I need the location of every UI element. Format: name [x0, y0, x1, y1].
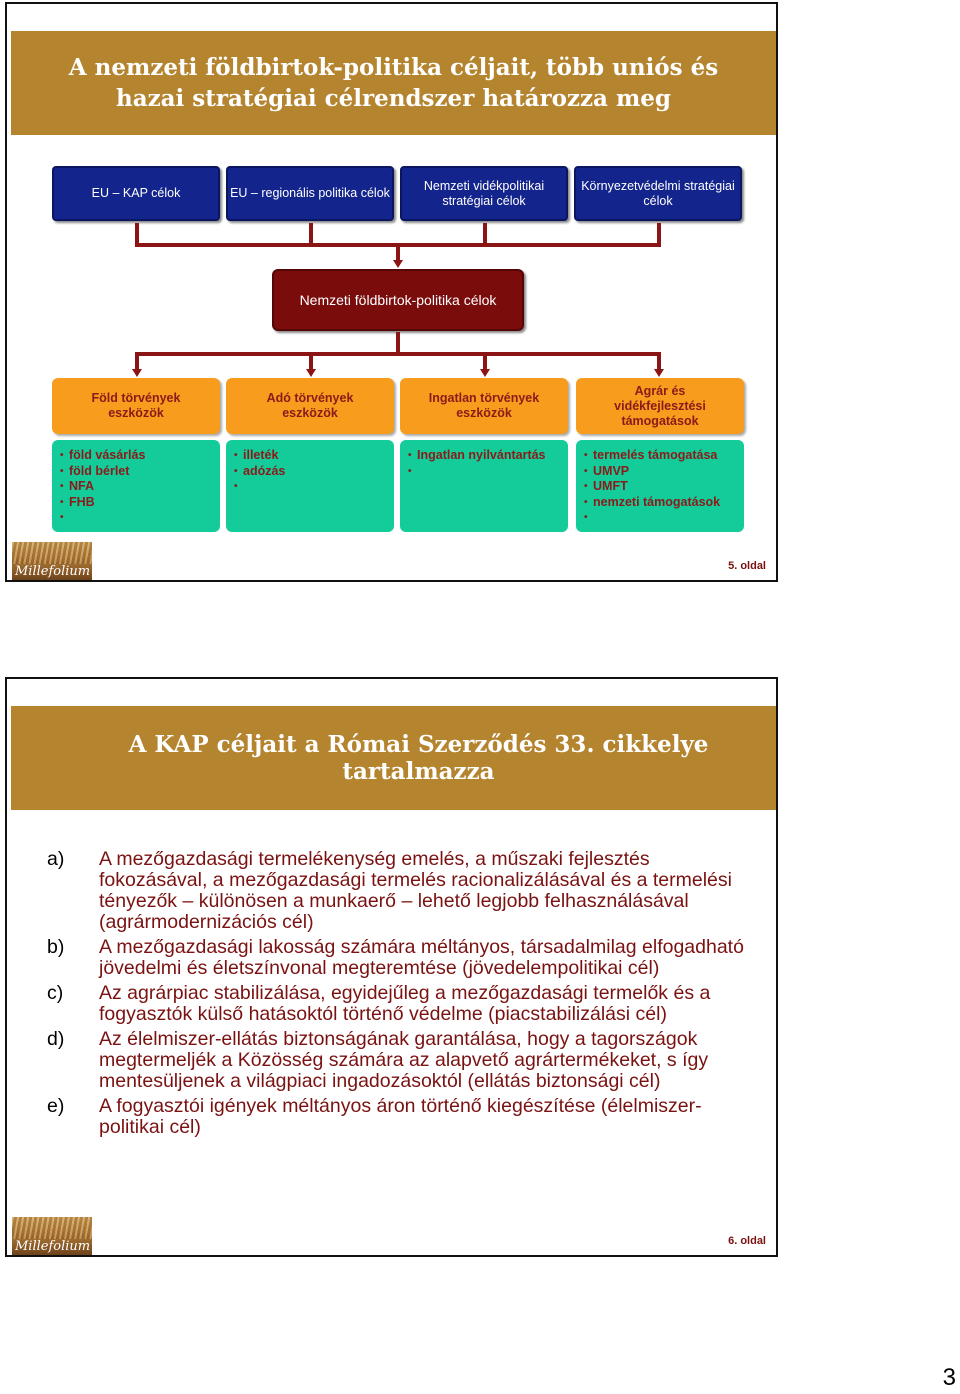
- list-item: • adózás: [234, 464, 285, 480]
- national-rural-box: Nemzeti vidékpolitikai stratégiai célok: [400, 166, 568, 221]
- connector-line: [483, 223, 487, 245]
- list-item: e) A fogyasztói igények méltányos áron történő kiegészítése (élelmiszer-politikai cél): [47, 1095, 702, 1138]
- arrow-down-icon: [654, 369, 664, 377]
- connector-line: [135, 352, 661, 356]
- arrow-down-icon: [306, 369, 316, 377]
- list-item: • illeték: [234, 448, 285, 464]
- connector-line: [309, 223, 313, 245]
- goals-list: [47, 849, 747, 1142]
- tax-laws-box: Adó törvények eszközök: [226, 378, 394, 434]
- list-item: • FHB: [60, 495, 145, 511]
- environment-box: Környezetvédelmi stratégiai célok: [574, 166, 742, 221]
- list-item: b) A mezőgazdasági lakosság számára méltányos, társadalmilag elfogadható jövedelmi és életszínvonal megteremtése (jövedelempolitikai cél): [47, 936, 744, 979]
- connector-line: [657, 354, 661, 370]
- connector-line: [309, 354, 313, 370]
- national-land-policy-box: Nemzeti földbirtok-politika célok: [272, 269, 524, 331]
- connector-line: [135, 223, 139, 245]
- list-item: • föld bérlet: [60, 464, 145, 480]
- slide-title: A KAP céljait a Római Szerződés 33. cikkelye tartalmazza: [11, 706, 776, 810]
- connector-line: [396, 332, 400, 354]
- eu-regional-box: EU – regionális politika célok: [226, 166, 394, 221]
- land-details-box: [52, 440, 220, 532]
- millefolium-logo: Millefolium: [12, 542, 92, 580]
- slide-5: [5, 2, 778, 582]
- list-item: • Ingatlan nyilvántartás: [408, 448, 546, 464]
- arrow-down-icon: [393, 260, 403, 268]
- list-item: • UMFT: [584, 479, 720, 495]
- property-laws-box: Ingatlan törvények eszközök: [400, 378, 568, 434]
- land-laws-box: Föld törvények eszközök: [52, 378, 220, 434]
- list-item: • föld vásárlás: [60, 448, 145, 464]
- list-item: • nemzeti támogatások: [584, 495, 720, 511]
- agri-subsidies-box: Agrár és vidékfejlesztési támogatások: [576, 378, 744, 434]
- connector-line: [135, 354, 139, 370]
- slide-6: [5, 677, 778, 1257]
- tax-details-box: [226, 440, 394, 532]
- list-item: • UMVP: [584, 464, 720, 480]
- list-item: c) Az agrárpiac stabilizálása, egyidejűleg a mezőgazdasági termelők és a fogyasztók külső hatásoktól történő védelme (piacstabilizálási cél): [47, 982, 711, 1025]
- subsidy-details-box: [576, 440, 744, 532]
- connector-line: [657, 223, 661, 245]
- document-page-number: 3: [942, 1364, 956, 1391]
- arrow-down-icon: [132, 369, 142, 377]
- list-item: • termelés támogatása: [584, 448, 720, 464]
- slide-page-number: 6. oldal: [728, 1235, 766, 1247]
- list-item: d) Az élelmiszer-ellátás biztonságának garantálása, hogy a tagországok megtermeljék a Közösség számára az alapvető agrártermékeket, s így mentesüljenek a világpiaci ingadozásoktól (ellátás biztonsági cél): [47, 1028, 709, 1092]
- connector-line: [483, 354, 487, 370]
- arrow-down-icon: [480, 369, 490, 377]
- property-details-box: [400, 440, 568, 532]
- eu-kap-box: EU – KAP célok: [52, 166, 220, 221]
- list-item: • NFA: [60, 479, 145, 495]
- slide-page-number: 5. oldal: [728, 560, 766, 572]
- connector-line: [396, 247, 400, 261]
- millefolium-logo: Millefolium: [12, 1217, 92, 1255]
- list-item: a) A mezőgazdasági termelékenység emelés, a műszaki fejlesztés fokozásával, a mezőgazdasági termelés racionalizálásával és a termelési tényezők – különösen a munkaerő – lehető legjobb felhasználásával (agrármodernizációs cél): [47, 848, 732, 933]
- slide-title: A nemzeti földbirtok-politika céljait, több uniós és hazai stratégiai célrendszer határozza meg: [11, 31, 776, 135]
